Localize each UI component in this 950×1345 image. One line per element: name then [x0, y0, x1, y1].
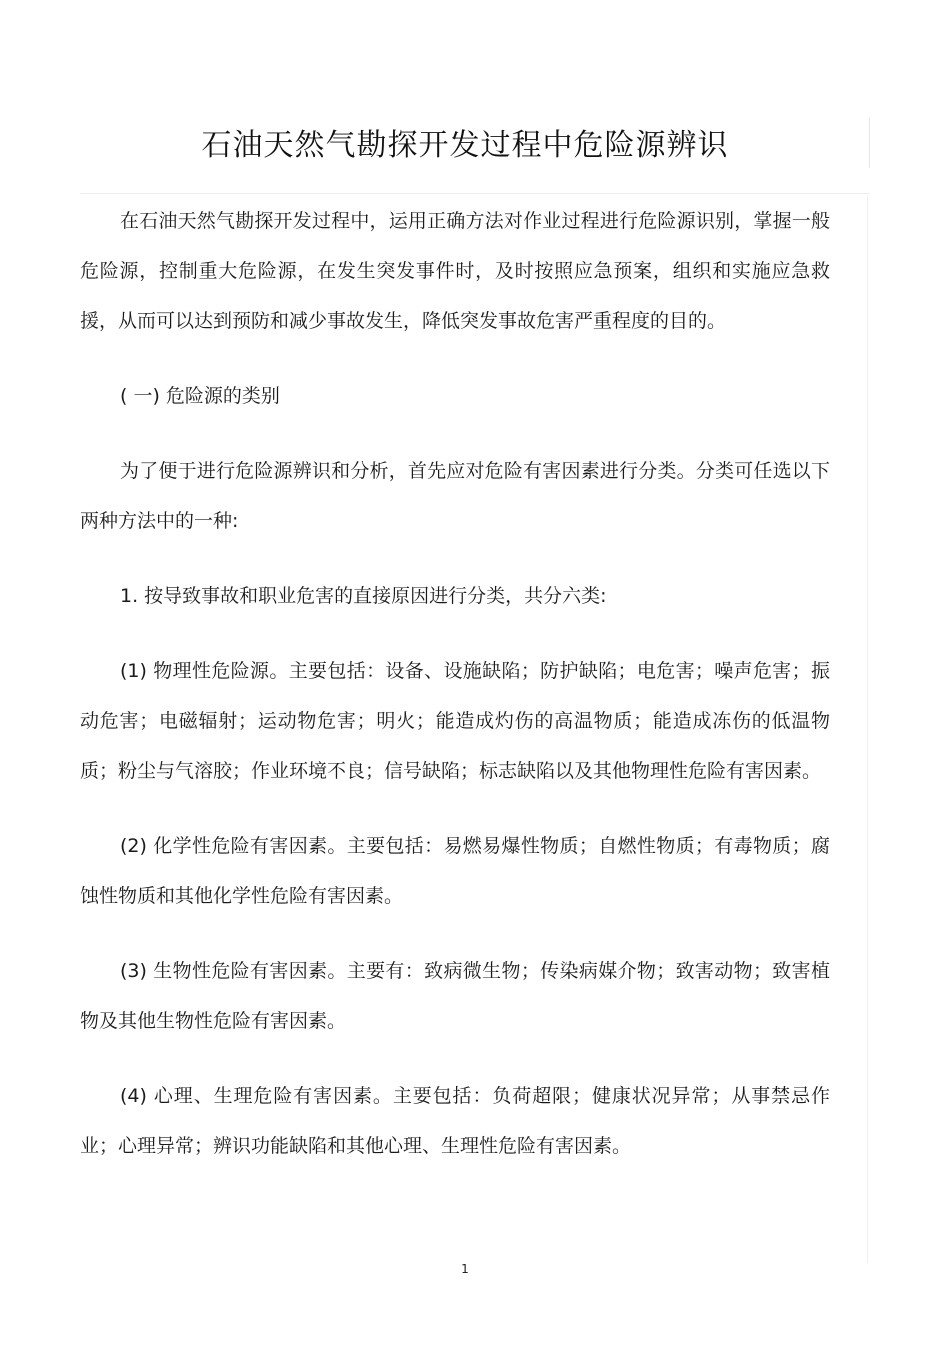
- list-heading-direct-causes: 1. 按导致事故和职业危害的直接原因进行分类，共分六类:: [120, 585, 607, 607]
- list-item-psychological: (4) 心理、生理危险有害因素。主要包括：负荷超限；健康状况异常；从事禁忌作业；心理异常；辨识功能缺陷和其他心理、生理性危险有害因素。: [80, 1085, 830, 1157]
- document-body: [80, 196, 830, 1196]
- list-item-chemical: (2) 化学性危险有害因素。主要包括：易燃易爆性物质；自燃性物质；有毒物质；腐蚀性物质和其他化学性危险有害因素。: [80, 835, 830, 907]
- document-title: 石油天然气勘探开发过程中危险源辨识: [201, 128, 729, 163]
- header-divider: [80, 193, 870, 194]
- list-item-biological: (3) 生物性危险有害因素。主要有：致病微生物；传染病媒介物；致害动物；致害植物及其他生物性危险有害因素。: [80, 960, 830, 1032]
- paragraph-classification: 为了便于进行危险源辨识和分析，首先应对危险有害因素进行分类。分类可任选以下两种方法中的一种:: [80, 460, 830, 532]
- page-number: 1: [461, 1262, 469, 1276]
- margin-rule-right: [867, 195, 868, 1263]
- section-heading-hazard-categories: ( 一) 危险源的类别: [120, 385, 280, 407]
- list-item-physical: (1) 物理性危险源。主要包括：设备、设施缺陷；防护缺陷；电危害；噪声危害；振动危害；电磁辐射；运动物危害；明火；能造成灼伤的高温物质；能造成冻伤的低温物质；粉尘与气溶胶；作业环境不良；信号缺陷；标志缺陷以及其他物理性危险有害因素。: [80, 660, 830, 782]
- paragraph-intro: 在石油天然气勘探开发过程中，运用正确方法对作业过程进行危险源识别，掌握一般危险源，控制重大危险源，在发生突发事件时，及时按照应急预案，组织和实施应急救援，从而可以达到预防和减少事故发生，降低突发事故危害严重程度的目的。: [80, 210, 830, 332]
